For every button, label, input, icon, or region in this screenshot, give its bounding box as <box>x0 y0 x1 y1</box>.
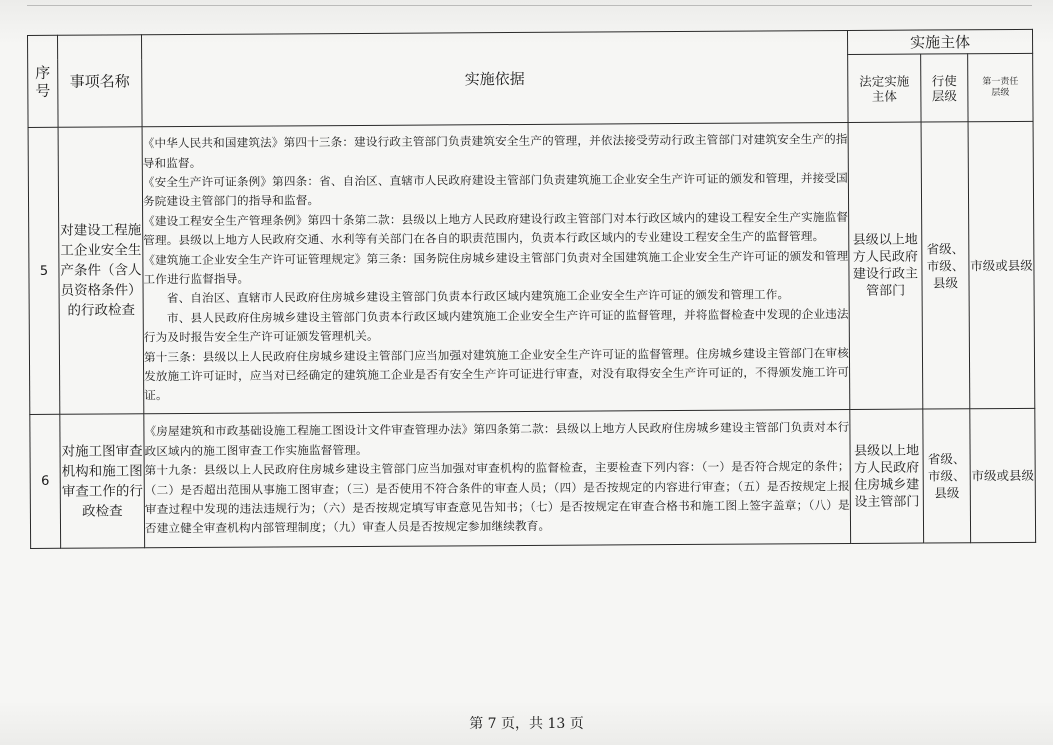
header-legal-subject: 法定实施主体 <box>848 54 921 122</box>
exercise-level: 省级、市级、县级 <box>923 409 971 543</box>
first-responsible-level: 市级或县级 <box>968 121 1035 408</box>
page-footer: 第 7 页，共 13 页 <box>469 716 584 732</box>
legal-subject: 县级以上地方人民政府住房城乡建设主管部门 <box>850 409 924 543</box>
row-number: 6 <box>30 414 61 548</box>
table-row <box>28 121 1035 414</box>
header-item-name: 事项名称 <box>58 35 143 128</box>
header-subject-group: 实施主体 <box>847 29 1032 54</box>
top-rule <box>27 5 1032 6</box>
basis-paragraph: 《建筑施工企业安全生产许可证管理规定》第三条：国务院住房城乡建设主管部门负责对全国建筑施工企业安全生产许可证的颁发和管理工作进行监督指导。 <box>143 248 849 287</box>
basis-paragraph: 第十三条：县级以上人民政府住房城乡建设主管部门应当加强对建筑施工企业安全生产许可证的监督管理。住房城乡建设主管部门在审核发放施工许可证时，应当对已经确定的建筑施工企业是否有安全生产许可证进行审查，对没有取得安全生产许可证的，不得颁发施工许可证。 <box>143 345 850 403</box>
exercise-level: 省级、市级、县级 <box>921 122 970 409</box>
basis-paragraph: 《建设工程安全生产管理条例》第四十条第二款：县级以上地方人民政府建设行政主管部门对本行政区域内的建设工程安全生产实施监督管理。县级以上地方人民政府交通、水利等有关部门在各自的职责范围内，负责本行政区域内的专业建设工程安全生产的监督管理。 <box>143 209 849 248</box>
item-name: 对建设工程施工企业安全生产条件（含人员资格条件）的行政检查 <box>58 127 144 415</box>
header-exercise-level: 行使层级 <box>921 54 968 122</box>
row-number: 5 <box>28 127 60 414</box>
table-row <box>30 408 1036 548</box>
basis-text <box>142 122 850 413</box>
basis-paragraph: 第十九条：县级以上人民政府住房城乡建设主管部门应当加强对审查机构的监督检查，主要检查下列内容：（一）是否符合规定的条件；（二）是否超出范围从事施工图审查；（三）是否使用不符合条件的审查人员；（四）是否按规定的内容进行审查；（五）是否按规定上报审查过程中发现的违法违规行为；（六）是否按规定填写审查意见告知书；（七）是否按规定在审查合格书和施工图上签字盖章；（八）是否建立健全审查机构内部管理制度；（九）审查人员是否按规定参加继续教育。 <box>144 459 850 536</box>
enforcement-matrix-table <box>27 29 1036 549</box>
basis-paragraph: 省、自治区、直辖市人民政府住房城乡建设主管部门负责本行政区域内建筑施工企业安全生产许可证的颁发和管理工作。 <box>166 287 790 306</box>
basis-paragraph: 市、县人民政府住房城乡建设主管部门负责本行政区域内建筑施工企业安全生产许可证的监督管理，并将监督检查中发现的企业违法行为及时报告安全生产许可证颁发管理机关。 <box>143 306 849 345</box>
basis-paragraph: 《房屋建筑和市政基础设施工程施工图设计文件审查管理办法》第四条第二款：县级以上地方人民政府住房城乡建设主管部门负责对本行政区域内的施工图审查工作实施监督管理。 <box>144 420 850 458</box>
basis-text <box>144 409 851 547</box>
header-first-responsible: 第一责任层级 <box>968 53 1033 121</box>
basis-paragraph: 《安全生产许可证条例》第四条：省、自治区、直辖市人民政府建设主管部门负责建筑施工企业安全生产许可证的颁发和管理，并接受国务院建设主管部门的指导和监督。 <box>142 170 848 209</box>
basis-paragraph: 《中华人民共和国建筑法》第四十三条：建设行政主管部门负责建筑安全生产的管理，并依法接受劳动行政主管部门对建筑安全生产的指导和监督。 <box>142 132 848 170</box>
first-responsible-level: 市级或县级 <box>970 408 1036 542</box>
item-name: 对施工图审查机构和施工图审查工作的行政检查 <box>60 414 145 549</box>
header-basis: 实施依据 <box>142 30 849 126</box>
header-seq: 序号 <box>28 35 59 127</box>
legal-subject: 县级以上地方人民政府建设行政主管部门 <box>848 122 923 409</box>
